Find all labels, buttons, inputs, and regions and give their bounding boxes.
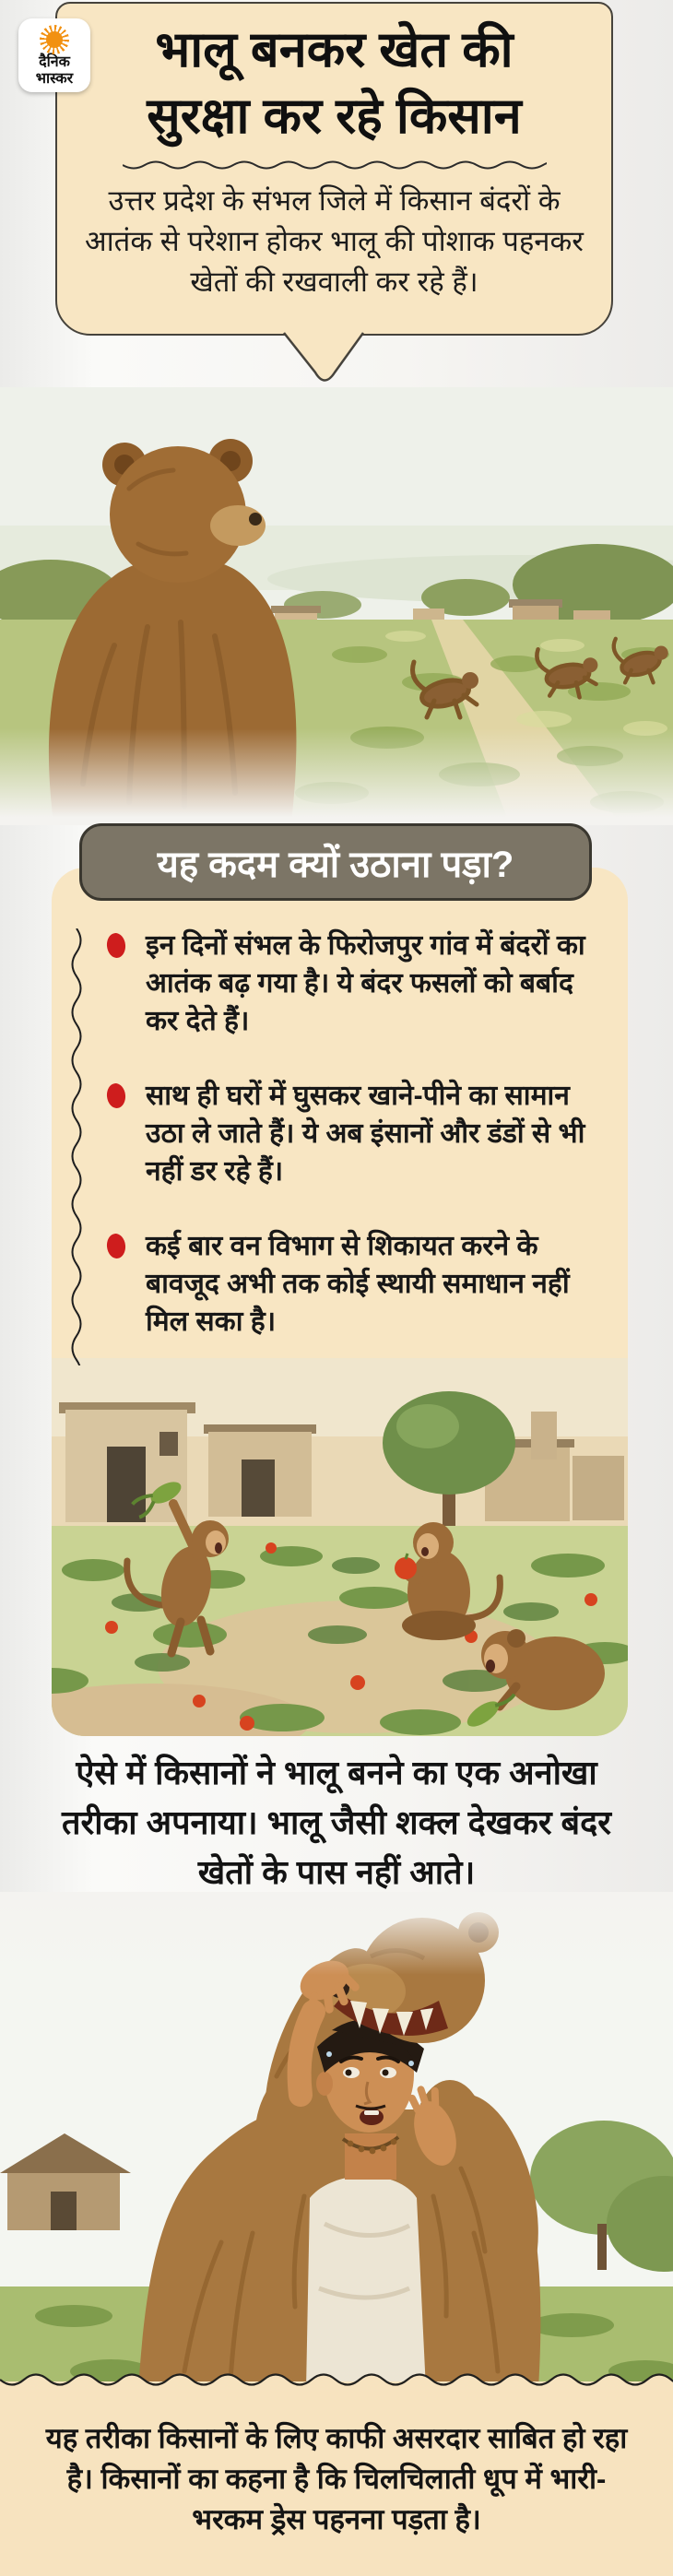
middle-note: ऐसे में किसानों ने भालू बनने का एक अनोखा तरीका अपनाया। भालू जैसी शक्ल देखकर बंदर खेतों के पास नहीं आते। [62,1754,611,1891]
bullet-item-1 [105,927,596,1040]
bullet-marker-icon [106,1082,127,1109]
footer-note: यह तरीका किसानों के लिए काफी असरदार साबित हो रहा है। किसानों का कहना है कि चिलचिलाती धूप में भारी-भरकम ड्रेस पहनना पड़ता है। [45,2422,628,2535]
logo-text-line2: भास्कर [35,71,74,87]
bullet-item-3 [105,1227,596,1341]
intro-text: उत्तर प्रदेश के संभल जिले में किसान बंदरों के आतंक से परेशान होकर भालू की पोशाक पहनकर खेतों की रखवाली कर रहे हैं। [85,184,584,298]
speech-bubble [55,2,613,336]
section-heading-pill [79,823,592,901]
bullet-marker-icon [106,932,127,959]
monkeys-raiding-field-illustration [52,1358,628,1736]
bubble-tail-icon [281,332,366,393]
title-line-1: भालू बनकर खेत की [155,22,514,77]
bullet-item-2 [105,1077,596,1190]
image-fade-overlay [0,1892,673,1975]
dainik-bhaskar-logo [18,18,90,92]
why-card [52,868,628,1736]
bullet-text-3: कई बार वन विभाग से शिकायत करने के बावजूद अभी तक कोई स्थायी समाधान नहीं मिल सका है। [146,1231,570,1337]
bullet-marker-icon [106,1233,127,1259]
section-heading: यह कदम क्यों उठाना पड़ा? [157,844,514,885]
bullet-connector-line [68,928,85,1365]
logo-text-line1: दैनिक [39,54,70,70]
wavy-divider [123,159,547,171]
zigzag-edge-icon [0,2370,673,2393]
bullet-list [52,868,628,1377]
page-title [57,17,611,149]
bullet-text-2: साथ ही घरों में घुसकर खाने-पीने का सामान उठा ले जाते हैं। ये अब इंसानों और डंडों से भी नहीं डर रहे हैं। [146,1081,585,1187]
sunburst-icon [40,25,69,54]
title-line-2: सुरक्षा कर रहे किसान [147,89,522,144]
footer-band [0,2381,673,2576]
image-fade-overlay [0,728,673,825]
bullet-text-1: इन दिनों संभल के फिरोजपुर गांव में बंदरों का आतंक बढ़ गया है। ये बंदर फसलों को बर्बाद कर देते हैं। [146,930,585,1036]
